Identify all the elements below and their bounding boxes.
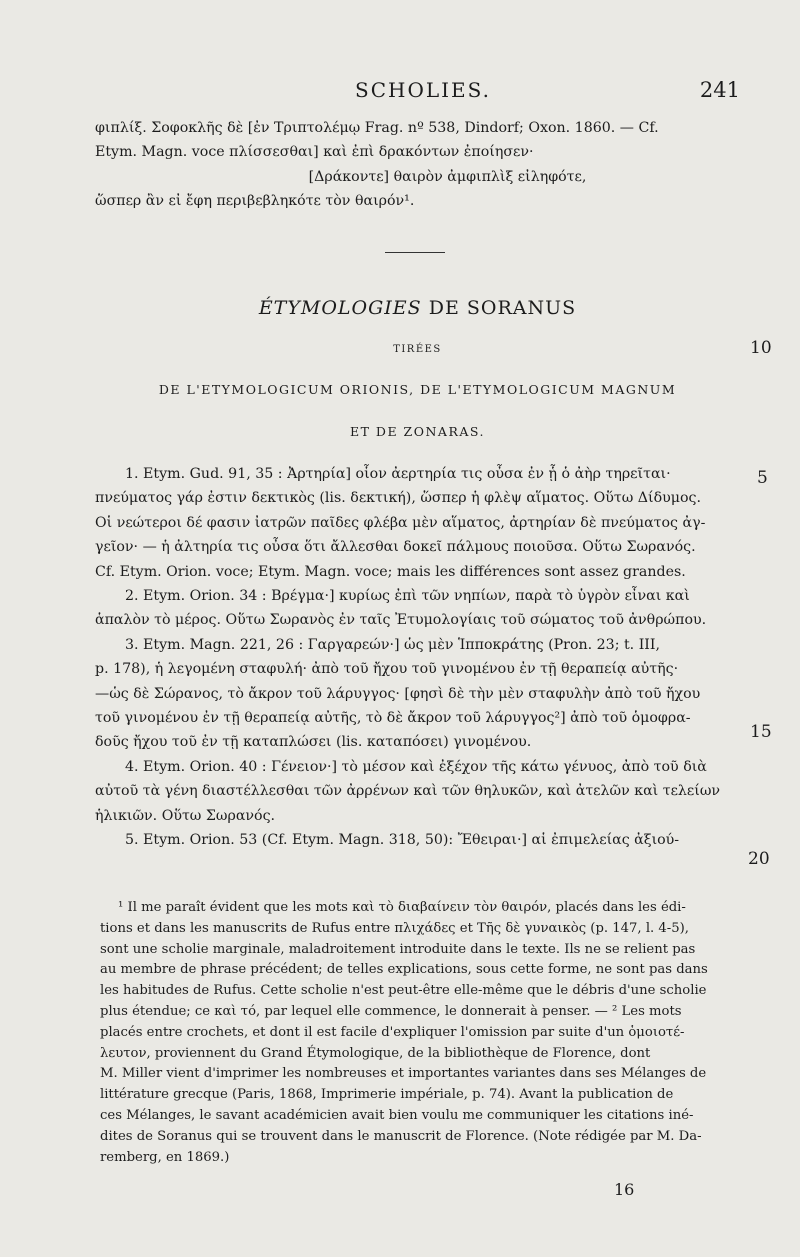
entry-line: τοῦ γινομένου ἐν τῇ θεραπείᾳ αὐτῆς, τὸ δὲ ἄκρον τοῦ λάρυγγος²] ἀπὸ τοῦ ὁμοφρα- xyxy=(95,710,691,727)
page-number: 241 xyxy=(699,78,740,102)
section-subtitle-3: ET DE ZONARAS. xyxy=(350,424,485,439)
section-subtitle-2: DE L'ETYMOLOGICUM ORIONIS, DE L'ETYMOLOGICUM MAGNUM xyxy=(158,382,677,397)
footnote-line: dites de Soranus qui se trouvent dans le manuscrit de Florence. (Note rédigée par M. Da- xyxy=(100,1128,702,1144)
section-title-rest: DE SORANUS xyxy=(421,297,577,319)
verse-line: [Δράκοντε] θαιρὸν ἀμφιπλὶξ εἰληφότε, xyxy=(308,168,587,185)
entry-line: 4. Etym. Orion. 40 : Γένειον·] τὸ μέσον καὶ ἐξέχον τῆς κάτω γένυος, ἀπὸ τοῦ διὰ xyxy=(125,758,707,775)
margin-line-number: 20 xyxy=(748,849,770,869)
footnote-line: placés entre crochets, et dont il est facile d'expliquer l'omission par suite d'un ὁμοιοτέ- xyxy=(100,1024,685,1040)
footnote-line: au membre de phrase précédent; de telles explications, sous cette forme, ne sont pas dans xyxy=(100,962,708,978)
section-divider xyxy=(385,252,445,253)
footnote-line: ¹ Il me paraît évident que les mots καὶ τὸ διαβαίνειν τὸν θαιρόν, placés dans les édi- xyxy=(118,900,686,915)
footnote-line: sont une scholie marginale, maladroitement introduite dans le texte. Ils ne se relient pas xyxy=(100,941,696,957)
entry-line: ἁπαλὸν τὸ μέρος. Οὕτω Σωρανὸς ἐν ταῖς Ἐτυμολογίαις τοῦ σώματος τοῦ ἀνθρώπου. xyxy=(95,612,707,629)
footnote-line: ces Mélanges, le savant académicien avait bien voulu me communiquer les citations iné- xyxy=(100,1107,694,1123)
signature-mark: 16 xyxy=(614,1180,635,1199)
margin-line-number: 10 xyxy=(750,338,772,358)
text-line: Etym. Magn. voce πλίσσεσθαι] καὶ ἐπὶ δρακόντων ἐποίησεν· xyxy=(95,144,534,161)
entry-line: αὐτοῦ τὰ γένη διαστέλλεσθαι τῶν ἀρρένων καὶ τῶν θηλυκῶν, καὶ ἀτελῶν καὶ τελείων xyxy=(95,783,721,800)
section-subtitle-1: TIRÉES xyxy=(393,344,442,355)
entry-line: δοῦς ἤχου τοῦ ἐν τῇ καταπλώσει (lis. καταπόσει) γινομένου. xyxy=(95,734,532,751)
entry-line: 3. Etym. Magn. 221, 26 : Γαργαρεών·] ὡς μὲν Ἱπποκράτης (Pron. 23; t. III, xyxy=(125,636,661,653)
entry-line: p. 178), ἡ λεγομένη σταφυλή· ἀπὸ τοῦ ἤχου τοῦ γινομένου ἐν τῇ θεραπείᾳ αὐτῆς· xyxy=(95,661,679,678)
footnote-line: λευτον, proviennent du Grand Étymologique, de la bibliothèque de Florence, dont xyxy=(100,1045,651,1061)
entry-line: 1. Etym. Gud. 91, 35 : Ἀρτηρία] οἷον ἀερτηρία τις οὖσα ἐν ᾗ ὁ ἀὴρ τηρεῖται· xyxy=(125,466,671,482)
footnote-line: plus étendue; ce καὶ τό, par lequel elle commence, le donnerait à penser. — ² Les mots xyxy=(100,1003,682,1019)
entry-line: 5. Etym. Orion. 53 (Cf. Etym. Magn. 318, 50): Ἔθειραι·] αἱ ἐπιμελείας ἀξιού- xyxy=(125,832,680,849)
entry-line: Cf. Etym. Orion. voce; Etym. Magn. voce; mais les différences sont assez grandes. xyxy=(95,563,686,580)
text-line: ὥσπερ ἂν εἰ ἔφη περιβεβληκότε τὸν θαιρόν¹. xyxy=(95,193,415,210)
continued-text xyxy=(95,116,740,214)
entry-line: —ὡς δὲ Σώρανος, τὸ ἄκρον τοῦ λάρυγγος· [φησὶ δὲ τὴν μὲν σταφυλὴν ἀπὸ τοῦ ἤχου xyxy=(95,685,701,702)
section-title xyxy=(95,297,740,319)
footnotes xyxy=(100,898,740,1168)
footnote-line: littérature grecque (Paris, 1868, Imprimerie impériale, p. 74). Avant la publication de xyxy=(100,1087,674,1103)
entry-line: ἡλικιῶν. Οὕτω Σωρανός. xyxy=(95,807,276,824)
footnote-line: M. Miller vient d'imprimer les nombreuses et importantes variantes dans ses Mélanges de xyxy=(100,1066,707,1082)
footnote-line: remberg, en 1869.) xyxy=(100,1149,230,1165)
entry-line: Οἱ νεώτεροι δέ φασιν ἰατρῶν παῖδες φλέβα μὲν αἵματος, ἀρτηρίαν δὲ πνεύματος ἀγ- xyxy=(95,514,706,531)
margin-line-number: 5 xyxy=(757,468,768,488)
running-head xyxy=(110,78,740,104)
margin-line-number: 15 xyxy=(750,722,772,742)
section-title-italic: ÉTYMOLOGIES xyxy=(258,297,422,319)
entry-line: 2. Etym. Orion. 34 : Βρέγμα·] κυρίως ἐπὶ τῶν νηπίων, παρὰ τὸ ὑγρὸν εἶναι καὶ xyxy=(125,588,690,605)
footnote-line: tions et dans les manuscrits de Rufus entre πλιχάδες et Τῆς δὲ γυναικὸς (p. 147, l. 4-5), xyxy=(100,920,689,936)
entries-text xyxy=(95,462,740,853)
entry-line: πνεύματος γάρ ἐστιν δεκτικὸς (lis. δεκτική), ὥσπερ ἡ φλὲψ αἵματος. Οὕτω Δίδυμος. xyxy=(95,490,702,507)
footnote-line: les habitudes de Rufus. Cette scholie n'est peut-être elle-même que le débris d'une scholie xyxy=(100,983,707,999)
text-line: φιπλίξ. Σοφοκλῆς δὲ [ἐν Τριπτολέμῳ Frag. nº 538, Dindorf; Oxon. 1860. — Cf. xyxy=(95,120,659,136)
running-head-title: SCHOLIES. xyxy=(355,78,491,102)
entry-line: γεῖον· — ἡ ἀλτηρία τις οὖσα ὅτι ἄλλεσθαι δοκεῖ πάλμους ποιοῦσα. Οὕτω Σωρανός. xyxy=(95,539,696,556)
